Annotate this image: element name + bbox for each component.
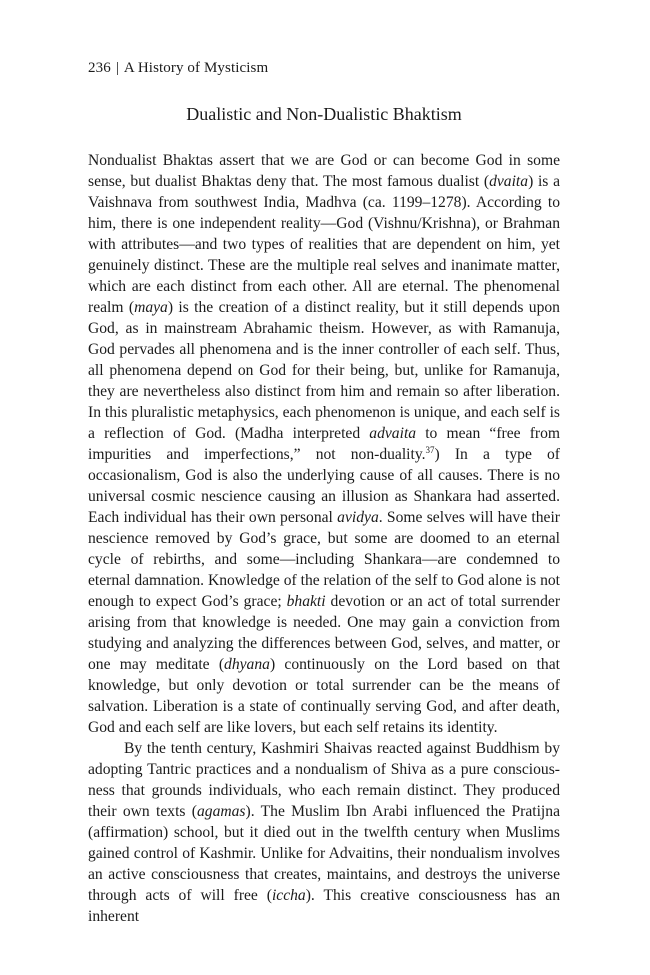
text-run: By the tenth century, Kashmiri Shaivas reacted against Buddhism by adopting Tantric practices and a nondualism of Shiva as a pure consciousness that grounds individuals, who each remain distinct. They produced their own texts ( [88,740,560,820]
italic-term-dhyana: dhyana [224,656,270,673]
text-run: ) is the creation of a distinct reality, but it still depends upon God, as in mainstream Abrahamic theism. However, as with Ramanuja, God pervades all phenomena and is the inner controller of each self. Thus, all phenomena depend on God for their being, but, unlike for Ramanuja, they are nevertheless also distinct from him and remain so after liberation. In this pluralistic metaphysics, each phenomenon is unique, and each self is a reflection of God. (Madha interpreted [88,299,560,442]
running-head-separator: | [115,60,119,76]
book-page [88,58,560,927]
italic-term-agamas: agamas [196,803,246,820]
body-text [88,150,560,927]
text-run: ) continuously on the Lord based on that knowledge, but only devotion or total surrender can be the means of salvation. Liberation is a state of continually serving God, and after death, God and each self are like lovers, but each self retains its identity. [88,656,560,736]
italic-term-avidya: avidya [337,509,379,526]
section-title: Dualistic and Non-Dualistic Bhaktism [186,104,462,124]
italic-term-maya: maya [134,299,168,316]
paragraph-kashmiri-shaivas [88,738,560,927]
text-run: ) is a Vaishnava from southwest India, Madhva (ca. 1199–1278). According to him, there is one independent reality—God (Vishnu/Krishna), or Brahman with attributes—and two types of realities that are dependent on him, yet genuinely distinct. These are the multiple real selves and inanimate matter, which are each distinct from each other. All are eternal. The phenomenal realm ( [88,173,560,316]
paragraph-dualist-bhaktas [88,150,560,738]
italic-term-bhakti: bhakti [286,593,326,610]
text-run: devotion or an act of total surrender arising from that knowledge is needed. One may gain a conviction from studying and analyzing the differences between God, selves, and matter, or one may meditate ( [88,593,561,673]
text-run: ) In a type of occasionalism, God is also the underlying cause of all causes. There is no universal cosmic nescience causing an illusion as Shankara had asserted. Each individual has their own personal [88,446,560,526]
italic-term-advaita: advaita [369,425,417,442]
running-head [88,58,560,78]
text-run: Nondualist Bhaktas assert that we are God or can become God in some sense, but dualist Bhaktas deny that. The most famous dualist ( [88,152,560,190]
italic-term-iccha: iccha [271,887,306,904]
page-number: 236 [88,60,111,76]
text-run: to mean “free from impurities and imperfections,” not non-duality. [88,425,561,463]
italic-term-dvaita: dvaita [489,173,529,190]
text-run: ). This creative consciousness has an inherent [88,887,560,925]
book-title: A History of Mysticism [123,60,269,76]
footnote-reference[interactable]: 37 [425,445,435,455]
text-run: ). The Muslim Ibn Arabi influenced the Pratijna (affirmation) school, but it died out in the twelfth century when Muslims gained control of Kashmir. Unlike for Advaitins, their nondualism involves an active consciousness that creates, maintains, and destroys the universe through acts of will free ( [88,803,560,904]
text-run: . Some selves will have their nescience removed by God’s grace, but some are doomed to an eternal cycle of rebirths, and some—including Shankara—are condemned to eternal damnation. Knowledge of the relation of the self to God alone is not enough to expect God’s grace; [88,509,561,610]
